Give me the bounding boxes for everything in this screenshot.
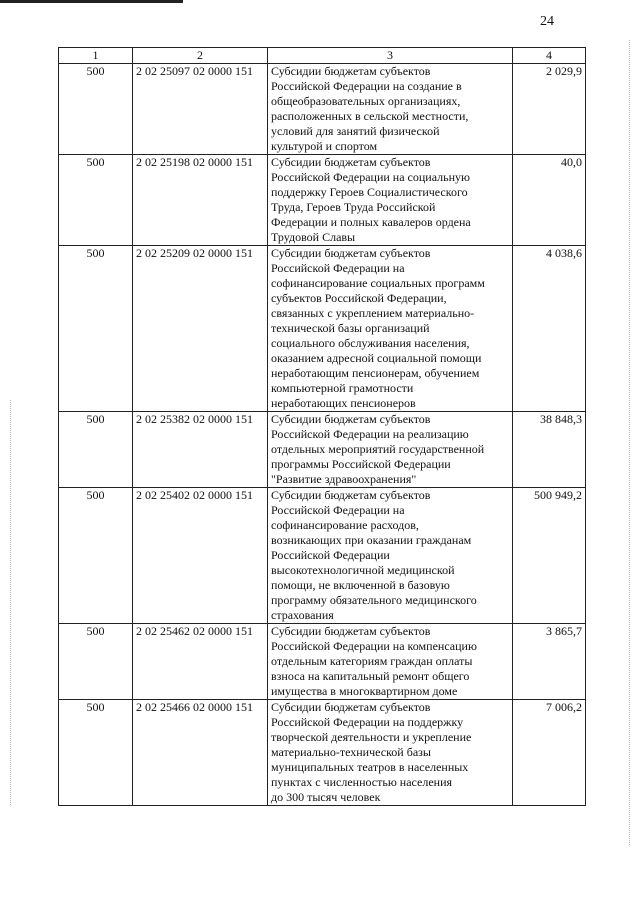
header-col-3: 3 — [268, 48, 513, 64]
row-name-text: Субсидии бюджетам субъектов Российской Федерации на реализацию отдельных мероприятий государственной программы Российской Федерации "Развитие здравоохранения" — [271, 412, 485, 486]
row-code-text: 500 — [86, 246, 105, 260]
row-amount-cell — [513, 488, 586, 624]
row-name-cell — [268, 488, 513, 624]
table-row — [59, 155, 586, 246]
row-amount-text: 40,0 — [561, 155, 582, 169]
row-name-cell — [268, 412, 513, 488]
header-col-4: 4 — [513, 48, 586, 64]
scan-edge-mark-left — [10, 400, 11, 805]
row-code-text: 500 — [86, 155, 105, 169]
row-code-text: 500 — [86, 488, 105, 502]
row-amount-cell — [513, 700, 586, 806]
row-kbk-text: 2 02 25402 02 0000 151 — [136, 488, 253, 502]
table-header — [59, 48, 586, 64]
row-name-cell — [268, 155, 513, 246]
header-col-2: 2 — [133, 48, 268, 64]
row-name-text: Субсидии бюджетам субъектов Российской Федерации на создание в общеобразовательных организациях, расположенных в сельской местности, условий для занятий физической культурой и спортом — [271, 64, 469, 153]
row-amount-text: 4 038,6 — [546, 246, 582, 260]
row-name-text: Субсидии бюджетам субъектов Российской Федерации на компенсацию отдельным категориям граждан оплаты взноса на капитальный ремонт общего имущества в многоквартирном доме — [271, 624, 477, 698]
row-code-text: 500 — [86, 412, 105, 426]
scan-top-bar — [0, 0, 183, 3]
row-kbk-cell — [133, 64, 268, 155]
table-row — [59, 246, 586, 412]
budget-table — [58, 47, 586, 806]
row-kbk-text: 2 02 25462 02 0000 151 — [136, 624, 253, 638]
row-code-cell — [59, 624, 133, 700]
row-kbk-cell — [133, 700, 268, 806]
row-code-cell — [59, 700, 133, 806]
row-kbk-text: 2 02 25382 02 0000 151 — [136, 412, 253, 426]
row-amount-text: 3 865,7 — [546, 624, 582, 638]
row-name-text: Субсидии бюджетам субъектов Российской Федерации на софинансирование расходов, возникающих при оказании гражданам Российской Федерации высокотехнологичной медицинской помощи, не включенной в базовую программу обязательного медицинского страхования — [271, 488, 477, 622]
row-code-cell — [59, 64, 133, 155]
row-name-cell — [268, 246, 513, 412]
scan-edge-mark-right — [629, 40, 630, 845]
row-amount-text: 2 029,9 — [546, 64, 582, 78]
row-kbk-cell — [133, 412, 268, 488]
row-amount-text: 38 848,3 — [540, 412, 582, 426]
table-row — [59, 488, 586, 624]
row-name-text: Субсидии бюджетам субъектов Российской Федерации на социальную поддержку Героев Социалистического Труда, Героев Труда Российской Федерации и полных кавалеров ордена Трудовой Славы — [271, 155, 471, 244]
row-amount-text: 500 949,2 — [534, 488, 582, 502]
row-amount-cell — [513, 246, 586, 412]
row-name-cell — [268, 64, 513, 155]
header-row — [59, 48, 586, 64]
row-kbk-text: 2 02 25198 02 0000 151 — [136, 155, 253, 169]
row-kbk-cell — [133, 155, 268, 246]
header-col-1: 1 — [59, 48, 133, 64]
row-code-text: 500 — [86, 624, 105, 638]
page-number: 24 — [540, 14, 554, 29]
row-kbk-cell — [133, 488, 268, 624]
table-row — [59, 624, 586, 700]
table-body — [59, 64, 586, 806]
table-row — [59, 412, 586, 488]
row-code-text: 500 — [86, 64, 105, 78]
row-name-cell — [268, 700, 513, 806]
row-code-cell — [59, 412, 133, 488]
row-amount-text: 7 006,2 — [546, 700, 582, 714]
row-code-cell — [59, 246, 133, 412]
row-kbk-cell — [133, 246, 268, 412]
row-amount-cell — [513, 64, 586, 155]
row-kbk-text: 2 02 25097 02 0000 151 — [136, 64, 253, 78]
row-amount-cell — [513, 624, 586, 700]
row-code-text: 500 — [86, 700, 105, 714]
row-amount-cell — [513, 412, 586, 488]
row-kbk-cell — [133, 624, 268, 700]
row-kbk-text: 2 02 25466 02 0000 151 — [136, 700, 253, 714]
table-row — [59, 64, 586, 155]
row-name-text: Субсидии бюджетам субъектов Российской Федерации на софинансирование социальных программ субъектов Российской Федерации, связанных с укреплением материально- технической базы организаций социального обслуживания населения, оказанием адресной социальной помощи неработающим пенсионерам, обучением компьютерной грамотности неработающих пенсионеров — [271, 246, 485, 410]
table-row — [59, 700, 586, 806]
row-name-text: Субсидии бюджетам субъектов Российской Федерации на поддержку творческой деятельности и укрепление материально-технической базы муниципальных театров в населенных пунктах с численностью населения до 300 тысяч человек — [271, 700, 472, 804]
row-amount-cell — [513, 155, 586, 246]
row-kbk-text: 2 02 25209 02 0000 151 — [136, 246, 253, 260]
row-name-cell — [268, 624, 513, 700]
row-code-cell — [59, 488, 133, 624]
row-code-cell — [59, 155, 133, 246]
